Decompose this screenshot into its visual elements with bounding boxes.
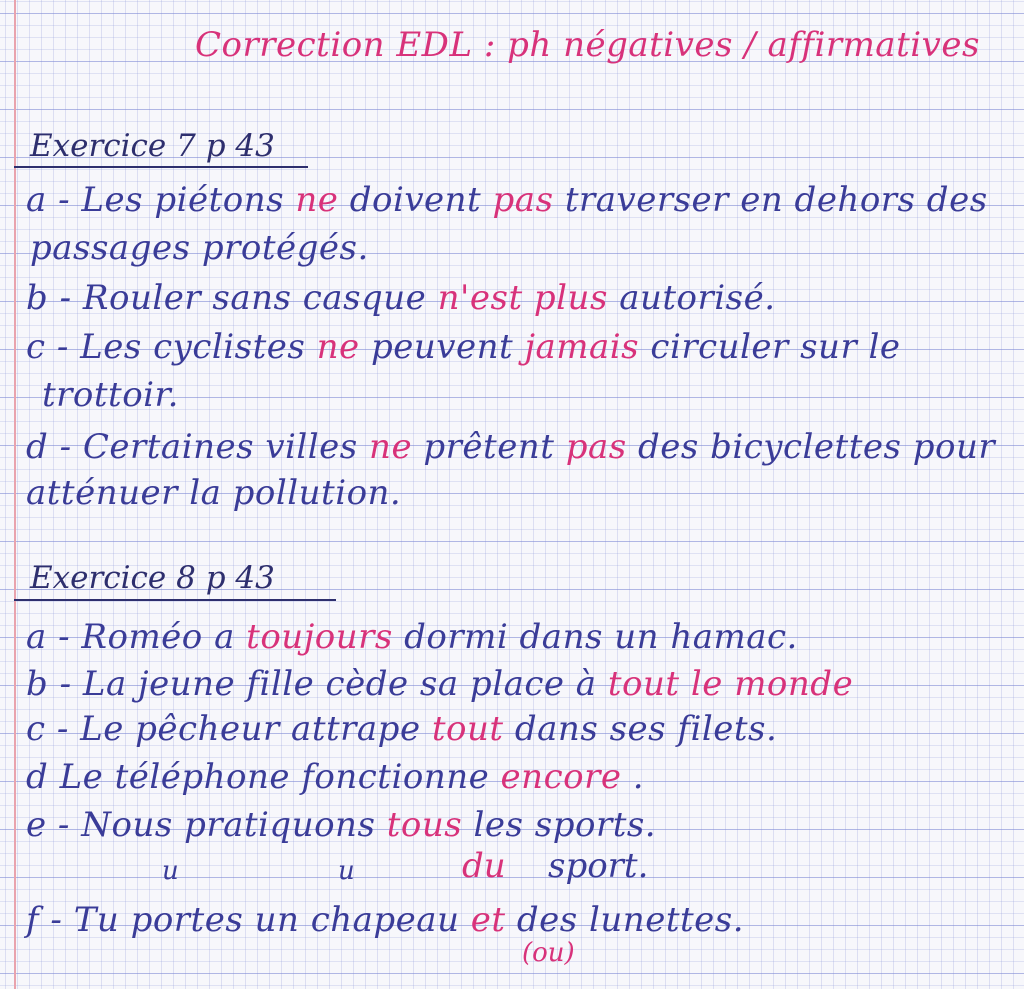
answer-text: des lunettes. [505, 900, 745, 940]
answer-text: les sports. [462, 805, 657, 845]
page-title: Correction EDL : ph négatives / affirmatives [195, 25, 980, 65]
notebook-margin-line [14, 0, 16, 989]
answer-text: atténuer la pollution. [26, 473, 402, 513]
answer-text: b - La jeune fille cède sa place à [26, 664, 608, 704]
answer-line [30, 228, 369, 268]
heading-underline [14, 166, 308, 168]
highlighted-word: encore [500, 757, 622, 797]
answer-text: c - Les cyclistes [26, 327, 317, 367]
answer-text [523, 278, 534, 318]
highlighted-word: plus [533, 278, 608, 318]
answer-line [26, 278, 776, 318]
answer-text: . [621, 757, 645, 797]
ditto-mark: u [338, 856, 355, 886]
highlighted-word: ne [369, 427, 413, 467]
answer-text: b - Rouler sans casque [26, 278, 438, 318]
alternative-du: du [462, 846, 506, 886]
answer-text: e - Nous pratiquons [26, 805, 387, 845]
answer-text: autorisé. [607, 278, 776, 318]
highlighted-word: tout [431, 709, 504, 749]
highlighted-word: toujours [246, 617, 393, 657]
highlighted-word: et [470, 900, 506, 940]
highlighted-word: ne [316, 327, 360, 367]
answer-line [26, 709, 778, 749]
alternative-ou: (ou) [522, 938, 575, 968]
answer-line [26, 757, 645, 797]
highlighted-word: tous [386, 805, 463, 845]
answer-line [26, 900, 745, 940]
answer-text: passages protégés. [30, 228, 369, 268]
answer-text: dans ses filets. [503, 709, 778, 749]
answer-text: traverser en dehors des [553, 180, 988, 220]
highlighted-word: pas [565, 427, 627, 467]
answer-line [26, 805, 657, 845]
exercise-heading: Exercice 8 p 43 [30, 560, 275, 596]
answer-text: a - Roméo a [26, 617, 247, 657]
answer-text: peuvent [359, 327, 525, 367]
answer-text: a - Les piétons [26, 180, 296, 220]
highlighted-word: ne [295, 180, 339, 220]
answer-text: trottoir. [42, 375, 179, 415]
answer-text: prêtent [412, 427, 566, 467]
answer-line [26, 473, 402, 513]
answer-line [26, 327, 901, 367]
heading-underline [14, 599, 336, 601]
answer-line [26, 180, 988, 220]
answer-text: des bicyclettes pour [626, 427, 996, 467]
highlighted-word: jamais [524, 327, 640, 367]
answer-line [42, 375, 179, 415]
answer-text: c - Le pêcheur attrape [26, 709, 432, 749]
ditto-mark: u [162, 856, 179, 886]
answer-line [26, 617, 798, 657]
alternative-sport: sport. [548, 846, 649, 886]
exercise-heading: Exercice 7 p 43 [30, 128, 275, 164]
answer-text: dormi dans un hamac. [392, 617, 798, 657]
highlighted-word: tout le monde [607, 664, 854, 704]
answer-text: circuler sur le [639, 327, 901, 367]
answer-text: d - Certaines villes [26, 427, 370, 467]
highlighted-word: n'est [437, 278, 523, 318]
answer-line [26, 427, 996, 467]
answer-text: f - Tu portes un chapeau [26, 900, 471, 940]
answer-text: d Le téléphone fonctionne [26, 757, 501, 797]
answer-line [26, 664, 854, 704]
highlighted-word: pas [492, 180, 554, 220]
answer-text: doivent [338, 180, 493, 220]
